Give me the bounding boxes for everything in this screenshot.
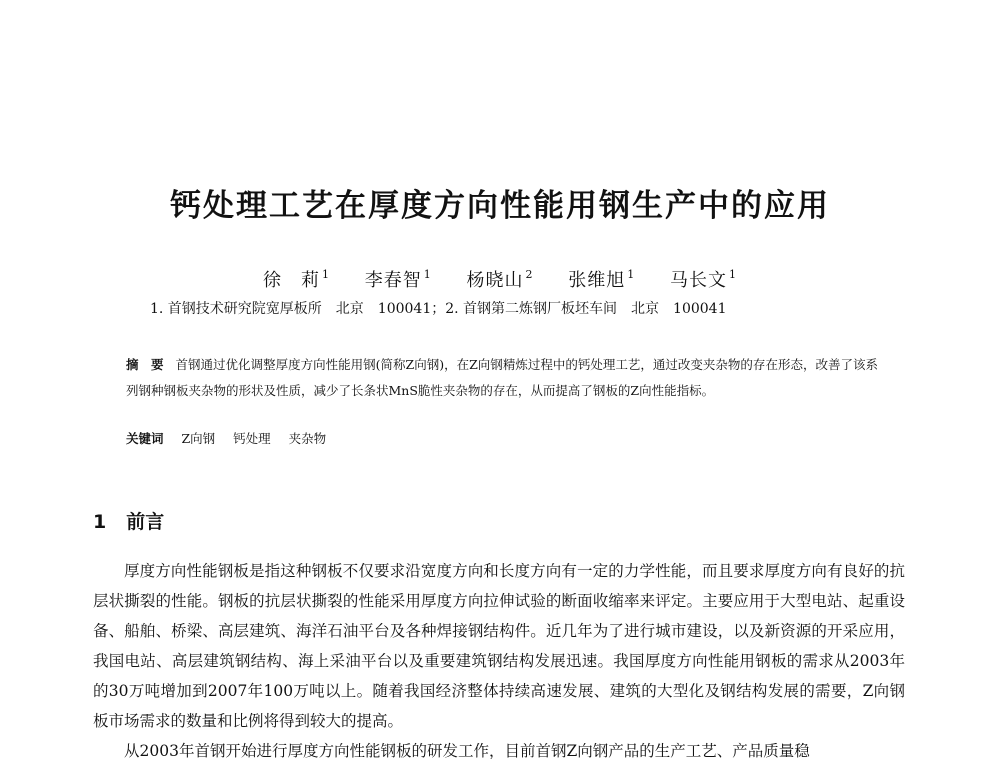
author-name: 张维旭 — [568, 270, 626, 291]
author-name: 李春智 — [364, 270, 422, 291]
abstract-text: 首钢通过优化调整厚度方向性能用钢(简称Z向钢)，在Z向钢精炼过程中的钙处理工艺，通过改变夹杂物的存在形态，改善了该系列钢种钢板夹杂物的形状及性质，减少了长条状MnS脆性夹杂物的存在，从而提高了钢板的Z向性能指标。 — [126, 357, 878, 398]
keywords-label: 关键词 — [126, 431, 164, 446]
author — [263, 262, 330, 294]
author — [467, 262, 534, 294]
author-affil-mark: 1 — [627, 268, 636, 281]
author — [670, 262, 737, 294]
author-affil-mark: 1 — [322, 268, 331, 281]
author-name: 马长文 — [669, 270, 727, 291]
affiliation-line — [150, 298, 910, 320]
keyword: Z向钢 — [181, 431, 216, 446]
author-affil-mark: 2 — [525, 268, 534, 281]
abstract-label: 摘 要 — [126, 357, 164, 372]
author-affil-mark: 1 — [423, 268, 432, 281]
paper-title: 钙处理工艺在厚度方向性能用钢生产中的应用 — [170, 188, 830, 224]
paragraph: 从2003年首钢开始进行厚度方向性能钢板的研发工作，目前首钢Z向钢产品的生产工艺、产品质量稳 — [124, 742, 810, 759]
section-title: 前言 — [126, 511, 165, 533]
author-list — [0, 262, 1000, 294]
section-heading — [93, 508, 164, 536]
keywords — [126, 427, 878, 451]
section-number: 1 — [93, 511, 107, 533]
author-name: 杨晓山 — [466, 270, 524, 291]
affiliation-1: 1. 首钢技术研究院宽厚板所 北京 100041； — [150, 301, 446, 317]
author-affil-mark: 1 — [728, 268, 737, 281]
affiliation-2: 2. 首钢第二炼钢厂板坯车间 北京 100041 — [445, 301, 727, 317]
abstract — [126, 352, 878, 404]
paragraph: 厚度方向性能钢板是指这种钢板不仅要求沿宽度方向和长度方向有一定的力学性能，而且要求厚度方向有良好的抗层状撕裂的性能。钢板的抗层状撕裂的性能采用厚度方向拉伸试验的断面收缩率来评定。主要应用于大型电站、起重设备、船舶、桥梁、高层建筑、海洋石油平台及各种焊接钢结构件。近几年为了进行城市建设，以及新资源的开采应用，我国电站、高层建筑钢结构、海上采油平台以及重要建筑钢结构发展迅速。我国厚度方向性能用钢板的需求从2003年的30万吨增加到2007年100万吨以上。随着我国经济整体持续高速发展、建筑的大型化及钢结构发展的需要，Z向钢板市场需求的数量和比例将得到较大的提高。 — [93, 562, 905, 730]
keyword: 钙处理 — [233, 431, 271, 446]
keyword: 夹杂物 — [288, 431, 327, 446]
section-body — [93, 556, 905, 759]
author — [365, 262, 432, 294]
author — [568, 262, 635, 294]
author-name: 徐 莉 — [263, 270, 321, 291]
